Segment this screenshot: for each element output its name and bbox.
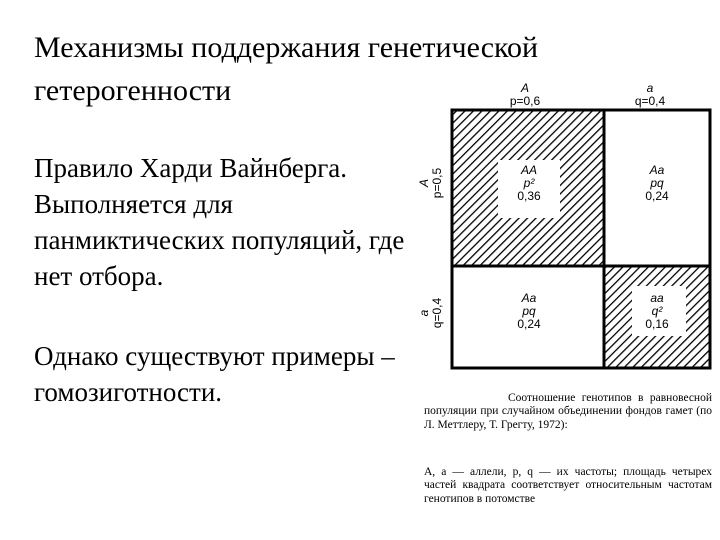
cell-AA-label bbox=[499, 164, 559, 203]
side-label-allele-A-freq bbox=[418, 148, 444, 218]
cell-Aa-top-term: pq bbox=[650, 176, 664, 190]
cell-aa-label bbox=[627, 292, 687, 331]
top-label-freq-q: q=0,4 bbox=[634, 94, 666, 108]
cell-AA-genotype: AA bbox=[520, 163, 537, 177]
cell-AA-value: 0,36 bbox=[517, 189, 541, 203]
side-label-freq-p: p=0,5 bbox=[430, 167, 444, 199]
cell-Aa-bottom-genotype: Aa bbox=[521, 291, 537, 305]
cell-Aa-bottom-term: pq bbox=[522, 304, 536, 318]
top-label-allele-a: a bbox=[646, 81, 654, 95]
paragraph-hardy-weinberg: Правило Харди Вайнберга. Выполняется для панмиктических популяций, где нет отбора. bbox=[34, 153, 405, 291]
diagram-caption bbox=[424, 392, 712, 432]
top-label-freq-p: p=0,6 bbox=[509, 94, 541, 108]
diagram-legend: A, a — аллели, p, q — их частоты; площадь четырех частей квадрата соответствует относительным частотам генотипов в потомстве bbox=[424, 466, 712, 505]
cell-aa-value: 0,16 bbox=[645, 317, 669, 331]
side-label-allele-a: a bbox=[417, 309, 431, 317]
cell-Aa-top-label bbox=[627, 164, 687, 203]
side-label-allele-A: A bbox=[417, 179, 431, 188]
side-label-freq-q: q=0,4 bbox=[430, 297, 444, 329]
paragraph-homozygosity: Однако существуют примеры – гомозиготности. bbox=[34, 341, 395, 407]
cell-AA-term: p² bbox=[523, 176, 535, 190]
slide-title: Механизмы поддержания генетической гетерогенности bbox=[34, 31, 539, 107]
cell-aa-genotype: aa bbox=[650, 291, 664, 305]
side-label-allele-a-freq bbox=[418, 278, 444, 348]
cell-Aa-top-value: 0,24 bbox=[645, 189, 669, 203]
cell-aa-term: q² bbox=[651, 304, 663, 318]
top-label-allele-A: A bbox=[520, 81, 529, 95]
cell-Aa-bottom-label bbox=[499, 292, 559, 331]
cell-Aa-top-genotype: Aa bbox=[649, 163, 665, 177]
diagram-caption-text: Соотношение генотипов в равновесной популяции при случайном объединении фондов гамет (по Л. Меттлеру, Т. Грегту, 1972): bbox=[424, 392, 712, 431]
cell-Aa-bottom-value: 0,24 bbox=[517, 317, 541, 331]
